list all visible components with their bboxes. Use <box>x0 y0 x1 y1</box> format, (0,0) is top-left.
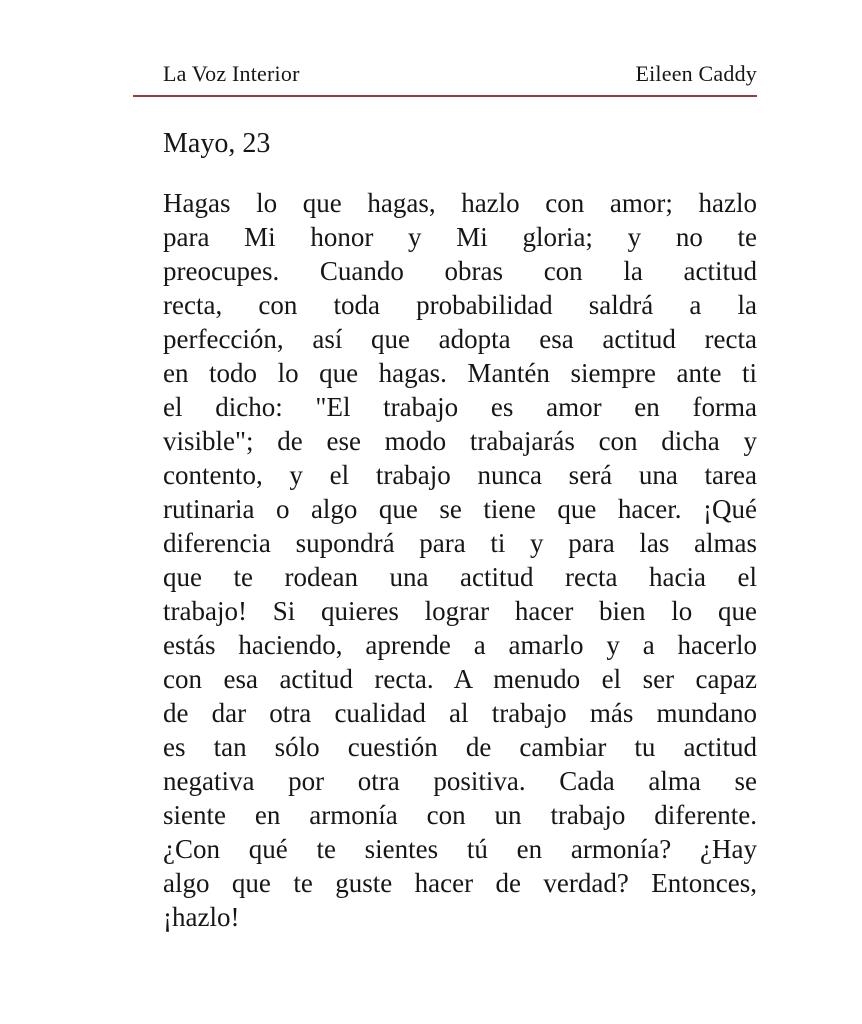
body-text-line: es tan sólo cuestión de cambiar tu actitud <box>163 732 757 762</box>
body-text-line: Hagas lo que hagas, hazlo con amor; hazlo <box>163 188 757 218</box>
body-text-line: algo que te guste hacer de verdad? Entonces, <box>163 868 757 898</box>
body-text-line: siente en armonía con un trabajo diferente. <box>163 800 757 830</box>
body-text-line: con esa actitud recta. A menudo el ser capaz <box>163 664 757 694</box>
body-text-line: negativa por otra positiva. Cada alma se <box>163 766 757 796</box>
page-header <box>133 62 757 97</box>
body-text-line: ¿Con qué te sientes tú en armonía? ¿Hay <box>163 834 757 864</box>
body-text-line: diferencia supondrá para ti y para las almas <box>163 528 757 558</box>
body-text-line: trabajo! Si quieres lograr hacer bien lo que <box>163 596 757 626</box>
date-heading: Mayo, 23 <box>163 128 271 159</box>
body-text-line: que te rodean una actitud recta hacia el <box>163 562 757 592</box>
book-title: La Voz Interior <box>163 61 300 86</box>
body-text-line: en todo lo que hagas. Mantén siempre ante ti <box>163 358 757 388</box>
body-text-line: preocupes. Cuando obras con la actitud <box>163 256 757 286</box>
body-text-line: contento, y el trabajo nunca será una tarea <box>163 460 757 490</box>
body-text-line: estás haciendo, aprende a amarlo y a hacerlo <box>163 630 757 660</box>
body-text-line: el dicho: "El trabajo es amor en forma <box>163 392 757 422</box>
body-text-line: perfección, así que adopta esa actitud recta <box>163 324 757 354</box>
body-text-line: rutinaria o algo que se tiene que hacer. ¡Qué <box>163 494 757 524</box>
body-text-line: visible"; de ese modo trabajarás con dicha y <box>163 426 757 456</box>
body-text-line: ¡hazlo! <box>163 902 240 932</box>
body-text-line: de dar otra cualidad al trabajo más mundano <box>163 698 757 728</box>
body-text <box>163 186 757 934</box>
body-text-line: para Mi honor y Mi gloria; y no te <box>163 222 757 252</box>
body-text-line: recta, con toda probabilidad saldrá a la <box>163 290 757 320</box>
author-name: Eileen Caddy <box>635 61 757 86</box>
